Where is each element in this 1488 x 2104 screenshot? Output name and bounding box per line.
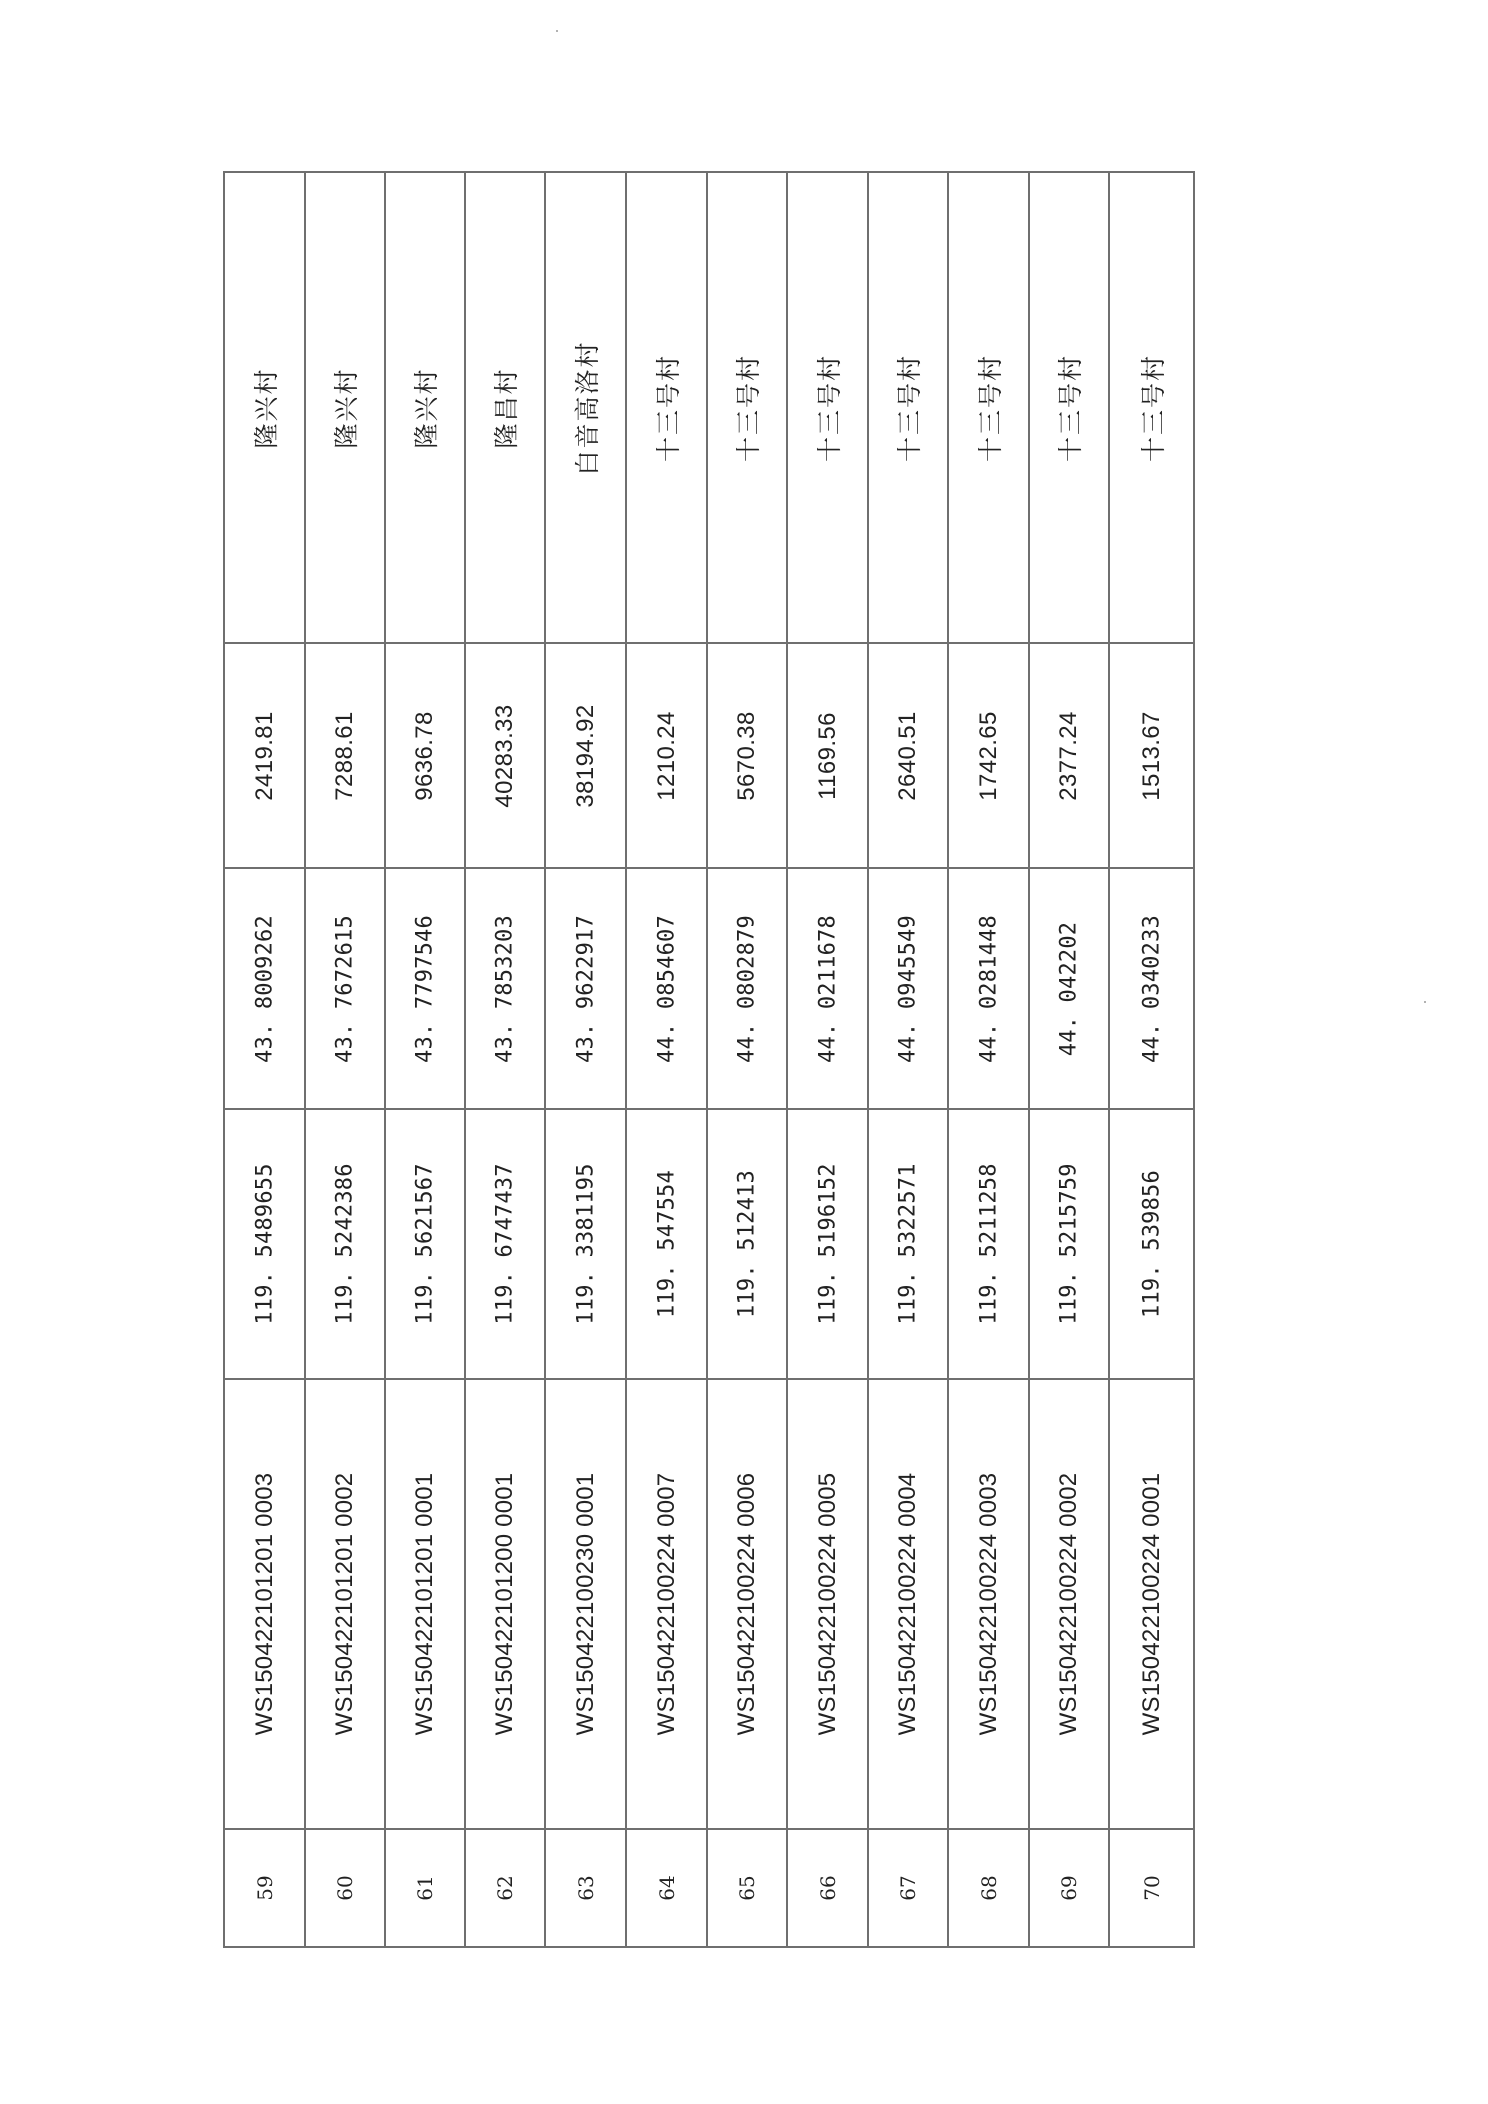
table-row [627,173,708,1946]
area-cell [386,644,464,869]
code-cell [708,1380,786,1830]
row-index: 65 [735,1875,759,1901]
longitude-value: 119. 5211258 [976,1163,1001,1325]
code-cell [788,1380,867,1830]
longitude-cell [627,1110,706,1380]
code-value: WS150422100224 0004 [894,1472,921,1736]
area-value: 2377.24 [1055,710,1082,801]
latitude-value: 43. 9622917 [573,914,598,1063]
area-value: 40283.33 [491,703,518,808]
index-cell [466,1830,544,1946]
village-name: 十三号村 [734,353,763,462]
index-cell [949,1830,1028,1946]
data-table [223,171,1195,1948]
area-cell [1030,644,1108,869]
code-value: WS150422101200 0001 [491,1472,518,1736]
longitude-cell [466,1110,544,1380]
code-cell [949,1380,1028,1830]
latitude-value: 43. 7853203 [492,914,518,1063]
code-value: WS150422101201 0001 [411,1472,438,1736]
latitude-value: 44. 0802879 [734,914,760,1063]
table-row [1110,173,1193,1946]
table-row [1030,173,1110,1946]
code-value: WS150422100230 0001 [571,1472,599,1736]
row-index: 68 [976,1875,1001,1901]
index-cell [1030,1830,1108,1946]
latitude-cell [1110,869,1193,1110]
village-cell [225,173,304,644]
latitude-value: 44. 0340233 [1139,914,1164,1063]
longitude-value: 119. 5322571 [895,1163,921,1325]
village-name: 隆兴村 [412,366,441,449]
table-row [306,173,386,1946]
index-cell [1110,1830,1193,1946]
village-cell [708,173,786,644]
latitude-cell [949,869,1028,1110]
row-index: 61 [413,1875,437,1901]
latitude-value: 44. 042202 [1056,921,1082,1056]
area-value: 1210.24 [652,710,680,801]
longitude-cell [788,1110,867,1380]
code-cell [466,1380,544,1830]
table-row [386,173,466,1946]
village-cell [869,173,947,644]
latitude-value: 43. 7672615 [332,914,358,1063]
longitude-cell [386,1110,464,1380]
area-cell [225,644,304,869]
latitude-cell [225,869,304,1110]
row-index: 70 [1139,1875,1164,1901]
code-cell [306,1380,384,1830]
scan-speck [1424,1001,1426,1003]
latitude-value: 44. 0211678 [815,914,840,1063]
longitude-value: 119. 3381195 [573,1163,598,1325]
code-value: WS150422100224 0002 [1055,1472,1082,1736]
row-index: 59 [252,1875,277,1901]
table-row [869,173,949,1946]
code-value: WS150422101201 0003 [250,1472,278,1736]
row-index: 66 [815,1875,840,1901]
area-cell [869,644,947,869]
area-value: 38194.92 [571,703,599,808]
village-name: 十三号村 [1138,353,1168,462]
row-index: 69 [1057,1875,1081,1901]
longitude-cell [546,1110,625,1380]
area-cell [546,644,625,869]
area-cell [1110,644,1193,869]
village-cell [949,173,1028,644]
code-value: WS150422100224 0006 [733,1472,760,1736]
area-value: 1513.67 [1137,710,1165,801]
area-cell [708,644,786,869]
longitude-cell [306,1110,384,1380]
latitude-cell [1030,869,1108,1110]
village-cell [1110,173,1193,644]
area-cell [306,644,384,869]
longitude-value: 119. 512413 [734,1170,760,1318]
village-name: 十三号村 [895,353,924,462]
latitude-cell [788,869,867,1110]
village-cell [627,173,706,644]
longitude-value: 119. 547554 [654,1170,679,1318]
index-cell [225,1830,304,1946]
index-cell [306,1830,384,1946]
village-name: 十三号村 [653,353,683,462]
code-cell [627,1380,706,1830]
row-index: 67 [896,1875,920,1901]
row-index: 62 [493,1875,517,1901]
row-index: 63 [573,1875,598,1901]
code-value: WS150422100224 0007 [652,1472,680,1736]
latitude-value: 43. 8009262 [252,914,277,1063]
code-value: WS150422100224 0003 [974,1472,1002,1736]
longitude-value: 119. 539856 [1139,1170,1164,1318]
area-value: 7288.61 [331,710,358,801]
area-cell [949,644,1028,869]
village-name: 十三号村 [814,353,844,462]
village-name: 隆兴村 [332,366,361,449]
latitude-cell [306,869,384,1110]
latitude-value: 44. 0945549 [895,914,921,1063]
code-cell [386,1380,464,1830]
latitude-cell [466,869,544,1110]
table-row [708,173,788,1946]
code-cell [1030,1380,1108,1830]
longitude-value: 119. 5489655 [252,1163,277,1325]
table-row [466,173,546,1946]
row-index: 60 [333,1875,357,1901]
village-cell [386,173,464,644]
area-value: 1742.65 [974,710,1002,801]
longitude-cell [1030,1110,1108,1380]
area-value: 2640.51 [894,710,921,801]
latitude-cell [546,869,625,1110]
latitude-value: 43. 7797546 [412,914,438,1063]
longitude-value: 119. 5215759 [1056,1163,1082,1325]
latitude-cell [386,869,464,1110]
area-value: 2419.81 [250,710,278,801]
latitude-value: 44. 0854607 [654,914,679,1063]
index-cell [788,1830,867,1946]
area-value: 5670.38 [733,710,760,801]
longitude-value: 119. 5196152 [815,1163,840,1325]
longitude-value: 119. 5242386 [332,1163,358,1325]
code-cell [546,1380,625,1830]
latitude-value: 44. 0281448 [976,914,1001,1063]
area-value: 1169.56 [813,711,841,800]
village-cell [1030,173,1108,644]
table-row [546,173,627,1946]
village-cell [546,173,625,644]
area-cell [788,644,867,869]
latitude-cell [708,869,786,1110]
longitude-cell [1110,1110,1193,1380]
area-value: 9636.78 [411,710,438,801]
village-name: 白音高洛村 [572,339,602,476]
index-cell [546,1830,625,1946]
longitude-value: 119. 5621567 [412,1163,438,1325]
index-cell [627,1830,706,1946]
row-index: 64 [654,1875,679,1901]
longitude-cell [708,1110,786,1380]
area-cell [627,644,706,869]
village-name: 十三号村 [1056,353,1085,462]
latitude-cell [627,869,706,1110]
longitude-cell [225,1110,304,1380]
longitude-cell [869,1110,947,1380]
village-cell [306,173,384,644]
longitude-value: 119. 6747437 [492,1163,518,1325]
index-cell [869,1830,947,1946]
latitude-cell [869,869,947,1110]
table-row [788,173,869,1946]
village-cell [788,173,867,644]
code-value: WS150422100224 0005 [813,1472,841,1736]
code-cell [869,1380,947,1830]
code-value: WS150422101201 0002 [331,1472,358,1736]
index-cell [386,1830,464,1946]
index-cell [708,1830,786,1946]
village-name: 隆昌村 [492,366,521,449]
area-cell [466,644,544,869]
code-value: WS150422100224 0001 [1137,1472,1165,1736]
code-cell [1110,1380,1193,1830]
village-name: 十三号村 [975,353,1005,462]
village-cell [466,173,544,644]
table-row [949,173,1030,1946]
village-name: 隆兴村 [251,366,281,449]
table-row [225,173,306,1946]
code-cell [225,1380,304,1830]
longitude-cell [949,1110,1028,1380]
scan-speck [556,30,558,32]
